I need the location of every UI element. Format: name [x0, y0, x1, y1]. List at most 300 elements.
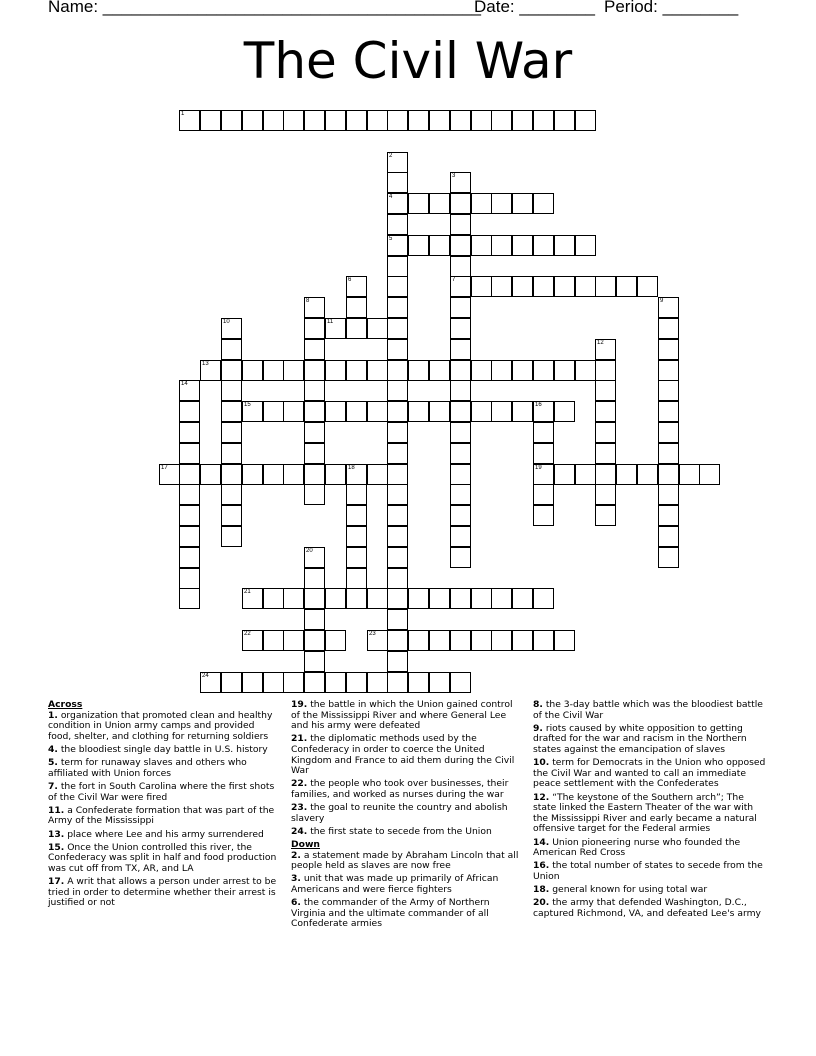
crossword-cell[interactable]: [658, 360, 679, 381]
crossword-cell[interactable]: [533, 588, 554, 609]
crossword-cell[interactable]: [304, 422, 325, 443]
crossword-cell[interactable]: [221, 443, 242, 464]
crossword-cell[interactable]: [325, 672, 346, 693]
crossword-cell[interactable]: [450, 339, 471, 360]
crossword-cell[interactable]: [325, 588, 346, 609]
clue-across: [48, 782, 280, 803]
clue-num: 17.: [48, 876, 65, 888]
crossword-cell[interactable]: [346, 547, 367, 568]
clue-number: 11: [327, 319, 334, 325]
crossword-cell[interactable]: [637, 464, 658, 485]
crossword-cell[interactable]: [242, 630, 263, 651]
crossword-cell[interactable]: [387, 588, 408, 609]
clue-across: [291, 734, 523, 776]
clue-number: 7: [452, 277, 456, 283]
crossword-cell[interactable]: [242, 401, 263, 422]
crossword-cell[interactable]: [346, 297, 367, 318]
crossword-cell[interactable]: [200, 672, 221, 693]
clue-text: the army that defended Washington, D.C., captured Richmond, VA, and defeated Lee's army: [533, 897, 761, 919]
crossword-cell[interactable]: [450, 110, 471, 131]
crossword-cell[interactable]: [304, 360, 325, 381]
crossword-cell[interactable]: [242, 672, 263, 693]
crossword-cell[interactable]: [450, 256, 471, 277]
crossword-cell[interactable]: [429, 360, 450, 381]
crossword-cell[interactable]: [450, 401, 471, 422]
crossword-cell[interactable]: [658, 339, 679, 360]
crossword-cell[interactable]: [408, 235, 429, 256]
crossword-cell[interactable]: [658, 505, 679, 526]
crossword-cell[interactable]: [221, 484, 242, 505]
clue-text: general known for using total war: [552, 884, 708, 896]
crossword-cell[interactable]: [179, 380, 200, 401]
clue-across: [48, 758, 280, 779]
crossword-cell[interactable]: [554, 110, 575, 131]
crossword-cell[interactable]: [471, 193, 492, 214]
crossword-cell[interactable]: [325, 318, 346, 339]
clue-num: 18.: [533, 884, 550, 896]
crossword-cell[interactable]: [387, 152, 408, 173]
crossword-cell[interactable]: [346, 588, 367, 609]
crossword-cell[interactable]: [471, 110, 492, 131]
crossword-cell[interactable]: [283, 672, 304, 693]
crossword-cell[interactable]: [512, 630, 533, 651]
crossword-cell[interactable]: [304, 547, 325, 568]
crossword-cell[interactable]: [304, 568, 325, 589]
crossword-cell[interactable]: [387, 672, 408, 693]
crossword-cell[interactable]: [554, 464, 575, 485]
crossword-cell[interactable]: [450, 464, 471, 485]
crossword-cell[interactable]: [263, 110, 284, 131]
crossword-cell[interactable]: [429, 672, 450, 693]
clue-number: 3: [452, 173, 456, 179]
crossword-cell[interactable]: [367, 318, 388, 339]
crossword-cell[interactable]: [533, 443, 554, 464]
crossword-cell[interactable]: [325, 401, 346, 422]
crossword-cell[interactable]: [554, 630, 575, 651]
crossword-cell[interactable]: [367, 110, 388, 131]
crossword-cell[interactable]: [304, 297, 325, 318]
crossword-cell[interactable]: [429, 110, 450, 131]
clue-down: [533, 898, 768, 919]
crossword-cell[interactable]: [554, 276, 575, 297]
crossword-cell[interactable]: [179, 110, 200, 131]
crossword-cell[interactable]: [450, 172, 471, 193]
crossword-cell[interactable]: [304, 484, 325, 505]
crossword-cell[interactable]: [658, 526, 679, 547]
crossword-cell[interactable]: [491, 588, 512, 609]
crossword-cell[interactable]: [429, 235, 450, 256]
clue-number: 6: [348, 277, 352, 283]
crossword-cell[interactable]: [408, 588, 429, 609]
crossword-cell[interactable]: [221, 422, 242, 443]
clue-text: the bloodiest single day battle in U.S. history: [60, 743, 268, 755]
crossword-cell[interactable]: [387, 422, 408, 443]
clue-num: 8.: [533, 699, 543, 710]
crossword-cell[interactable]: [533, 235, 554, 256]
crossword-cell[interactable]: [179, 484, 200, 505]
clues-column-1: [48, 700, 280, 911]
crossword-cell[interactable]: [616, 276, 637, 297]
crossword-cell[interactable]: [325, 110, 346, 131]
crossword-cell[interactable]: [304, 110, 325, 131]
crossword-cell[interactable]: [387, 401, 408, 422]
page-title: The Civil War: [243, 32, 573, 90]
crossword-cell[interactable]: [408, 110, 429, 131]
crossword-cell[interactable]: [450, 547, 471, 568]
crossword-cell[interactable]: [533, 401, 554, 422]
clue-text: A writ that allows a person under arrest to be tried in order to determine whether their arrest is justified or not: [48, 876, 277, 909]
crossword-cell[interactable]: [387, 443, 408, 464]
crossword-cell[interactable]: [554, 235, 575, 256]
clue-down: [533, 861, 768, 882]
crossword-cell[interactable]: [304, 380, 325, 401]
clue-number: 13: [202, 361, 209, 367]
crossword-cell[interactable]: [429, 630, 450, 651]
clue-down: [533, 724, 768, 756]
crossword-cell[interactable]: [595, 380, 616, 401]
crossword-cell[interactable]: [450, 193, 471, 214]
crossword-cell[interactable]: [346, 318, 367, 339]
clue-number: 1: [181, 111, 185, 117]
crossword-cell[interactable]: [575, 235, 596, 256]
crossword-cell[interactable]: [471, 276, 492, 297]
crossword-cell[interactable]: [450, 360, 471, 381]
crossword-cell[interactable]: [367, 401, 388, 422]
crossword-cell[interactable]: [533, 484, 554, 505]
crossword-cell[interactable]: [450, 588, 471, 609]
crossword-cell[interactable]: [387, 630, 408, 651]
crossword-cell[interactable]: [387, 526, 408, 547]
crossword-cell[interactable]: [471, 360, 492, 381]
crossword-cell[interactable]: [575, 110, 596, 131]
clue-text: term for runaway slaves and others who affiliated with Union forces: [48, 757, 247, 779]
crossword-cell[interactable]: [491, 360, 512, 381]
crossword-cell[interactable]: [346, 568, 367, 589]
crossword-cell[interactable]: [304, 464, 325, 485]
crossword-cell[interactable]: [637, 276, 658, 297]
crossword-cell[interactable]: [387, 360, 408, 381]
crossword-cell[interactable]: [658, 422, 679, 443]
crossword-cell[interactable]: [346, 526, 367, 547]
crossword-cell[interactable]: [387, 609, 408, 630]
crossword-cell[interactable]: [221, 360, 242, 381]
crossword-cell[interactable]: [263, 401, 284, 422]
crossword-cell[interactable]: [221, 318, 242, 339]
crossword-cell[interactable]: [304, 672, 325, 693]
crossword-cell[interactable]: [179, 547, 200, 568]
crossword-cell[interactable]: [512, 588, 533, 609]
crossword-cell[interactable]: [450, 235, 471, 256]
clue-down: [291, 851, 523, 872]
crossword-cell[interactable]: [595, 505, 616, 526]
crossword-cell[interactable]: [512, 401, 533, 422]
crossword-cell[interactable]: [408, 360, 429, 381]
clue-number: 18: [348, 465, 355, 471]
crossword-cell[interactable]: [242, 464, 263, 485]
crossword-cell[interactable]: [179, 526, 200, 547]
clue-number: 4: [389, 194, 393, 200]
crossword-cell[interactable]: [387, 318, 408, 339]
clue-text: the 3-day battle which was the bloodiest battle of the Civil War: [533, 699, 763, 721]
crossword-cell[interactable]: [387, 297, 408, 318]
crossword-cell[interactable]: [387, 547, 408, 568]
crossword-cell[interactable]: [367, 464, 388, 485]
crossword-cell[interactable]: [304, 630, 325, 651]
crossword-cell[interactable]: [159, 464, 180, 485]
clue-text: the total number of states to secede from the Union: [533, 860, 763, 882]
crossword-cell[interactable]: [450, 214, 471, 235]
crossword-cell[interactable]: [179, 568, 200, 589]
crossword-cell[interactable]: [283, 110, 304, 131]
clue-number: 24: [202, 673, 209, 679]
clue-across: [291, 803, 523, 824]
crossword-cell[interactable]: [304, 401, 325, 422]
crossword-cell[interactable]: [200, 464, 221, 485]
clue-down: [533, 758, 768, 790]
crossword-cell[interactable]: [325, 464, 346, 485]
crossword-cell[interactable]: [200, 360, 221, 381]
across-heading: Across: [48, 699, 83, 710]
clue-number: 19: [535, 465, 542, 471]
crossword-cell[interactable]: [179, 401, 200, 422]
crossword-cell[interactable]: [346, 360, 367, 381]
clue-number: 12: [597, 340, 604, 346]
crossword-cell[interactable]: [491, 630, 512, 651]
crossword-cell[interactable]: [699, 464, 720, 485]
crossword-cell[interactable]: [263, 588, 284, 609]
crossword-cell[interactable]: [512, 360, 533, 381]
crossword-cell[interactable]: [595, 360, 616, 381]
crossword-cell[interactable]: [450, 505, 471, 526]
crossword-cell[interactable]: [450, 526, 471, 547]
clue-across: [48, 830, 280, 841]
crossword-cell[interactable]: [387, 568, 408, 589]
crossword-cell[interactable]: [304, 318, 325, 339]
crossword-cell[interactable]: [263, 672, 284, 693]
clue-number: 21: [244, 589, 251, 595]
crossword-cell[interactable]: [533, 193, 554, 214]
crossword-cell[interactable]: [263, 464, 284, 485]
crossword-cell[interactable]: [450, 276, 471, 297]
crossword-cell[interactable]: [429, 401, 450, 422]
crossword-cell[interactable]: [304, 588, 325, 609]
crossword-cell[interactable]: [533, 360, 554, 381]
crossword-cell[interactable]: [387, 651, 408, 672]
crossword-cell[interactable]: [450, 672, 471, 693]
crossword-cell[interactable]: [554, 360, 575, 381]
crossword-cell[interactable]: [304, 609, 325, 630]
crossword-cell[interactable]: [595, 339, 616, 360]
crossword-cell[interactable]: [283, 360, 304, 381]
clue-text: a Confederate formation that was part of the Army of the Mississippi: [48, 804, 275, 827]
crossword-cell[interactable]: [658, 484, 679, 505]
crossword-cell[interactable]: [263, 360, 284, 381]
crossword-cell[interactable]: [491, 110, 512, 131]
crossword-cell[interactable]: [533, 422, 554, 443]
crossword-cell[interactable]: [429, 588, 450, 609]
crossword-cell[interactable]: [179, 464, 200, 485]
crossword-cell[interactable]: [533, 110, 554, 131]
crossword-cell[interactable]: [533, 630, 554, 651]
crossword-cell[interactable]: [658, 318, 679, 339]
crossword-cell[interactable]: [200, 110, 221, 131]
clue-num: 14.: [533, 836, 550, 848]
crossword-cell[interactable]: [242, 588, 263, 609]
crossword-cell[interactable]: [575, 464, 596, 485]
crossword-cell[interactable]: [491, 401, 512, 422]
crossword-cell[interactable]: [179, 443, 200, 464]
crossword-cell[interactable]: [346, 464, 367, 485]
crossword-cell[interactable]: [595, 443, 616, 464]
crossword-cell[interactable]: [491, 276, 512, 297]
crossword-cell[interactable]: [512, 193, 533, 214]
clue-num: 21.: [291, 733, 308, 745]
crossword-cell[interactable]: [387, 235, 408, 256]
crossword-cell[interactable]: [283, 401, 304, 422]
crossword-cell[interactable]: [387, 380, 408, 401]
crossword-cell[interactable]: [346, 276, 367, 297]
crossword-cell[interactable]: [595, 484, 616, 505]
crossword-cell[interactable]: [221, 526, 242, 547]
clue-num: 10.: [533, 757, 550, 769]
crossword-cell[interactable]: [575, 276, 596, 297]
crossword-cell[interactable]: [658, 464, 679, 485]
crossword-cell[interactable]: [408, 401, 429, 422]
crossword-cell[interactable]: [408, 630, 429, 651]
crossword-cell[interactable]: [450, 422, 471, 443]
crossword-cell[interactable]: [387, 110, 408, 131]
crossword-cell[interactable]: [533, 505, 554, 526]
crossword-cell[interactable]: [387, 172, 408, 193]
crossword-cell[interactable]: [221, 672, 242, 693]
crossword-cell[interactable]: [387, 484, 408, 505]
crossword-cell[interactable]: [512, 276, 533, 297]
crossword-cell[interactable]: [387, 256, 408, 277]
crossword-cell[interactable]: [242, 360, 263, 381]
crossword-cell[interactable]: [221, 110, 242, 131]
clue-num: 24.: [291, 825, 308, 837]
crossword-cell[interactable]: [408, 672, 429, 693]
crossword-cell[interactable]: [408, 193, 429, 214]
crossword-cell[interactable]: [616, 464, 637, 485]
crossword-cell[interactable]: [575, 360, 596, 381]
clue-text: place where Lee and his army surrendered: [67, 828, 264, 840]
crossword-cell[interactable]: [263, 630, 284, 651]
crossword-cell[interactable]: [595, 422, 616, 443]
crossword-cell[interactable]: [450, 318, 471, 339]
crossword-cell[interactable]: [471, 401, 492, 422]
crossword-cell[interactable]: [221, 339, 242, 360]
crossword-cell[interactable]: [450, 630, 471, 651]
crossword-cell[interactable]: [658, 380, 679, 401]
crossword-cell[interactable]: [346, 110, 367, 131]
crossword-cell[interactable]: [221, 380, 242, 401]
crossword-cell[interactable]: [283, 630, 304, 651]
crossword-cell[interactable]: [325, 360, 346, 381]
crossword-cell[interactable]: [595, 276, 616, 297]
crossword-cell[interactable]: [387, 214, 408, 235]
crossword-cell[interactable]: [658, 401, 679, 422]
crossword-cell[interactable]: [387, 193, 408, 214]
clue-number: 16: [535, 402, 542, 408]
crossword-cell[interactable]: [304, 651, 325, 672]
crossword-cell[interactable]: [429, 193, 450, 214]
crossword-cell[interactable]: [512, 110, 533, 131]
clue-number: 22: [244, 631, 251, 637]
crossword-cell[interactable]: [221, 505, 242, 526]
crossword-cell[interactable]: [533, 276, 554, 297]
crossword-cell[interactable]: [179, 505, 200, 526]
clue-text: the first state to secede from the Union: [310, 825, 492, 837]
crossword-cell[interactable]: [387, 505, 408, 526]
crossword-cell[interactable]: [491, 235, 512, 256]
crossword-cell[interactable]: [179, 588, 200, 609]
clue-num: 16.: [533, 860, 550, 872]
clue-text: term for Democrats in the Union who opposed the Civil War and wanted to call an immediate peace settlement with the Confederates: [533, 757, 766, 790]
clue-num: 5.: [48, 757, 58, 769]
crossword-cell[interactable]: [367, 360, 388, 381]
crossword-cell[interactable]: [595, 464, 616, 485]
clue-num: 23.: [291, 802, 308, 814]
crossword-cell[interactable]: [471, 588, 492, 609]
crossword-cell[interactable]: [679, 464, 700, 485]
crossword-cell[interactable]: [346, 672, 367, 693]
name-field-label: Name: ________________________________________: [48, 0, 481, 16]
clue-list: [291, 851, 523, 930]
clue-across: [48, 806, 280, 827]
crossword-cell[interactable]: [450, 297, 471, 318]
crossword-cell[interactable]: [346, 505, 367, 526]
clue-down: [291, 898, 523, 930]
crossword-cell[interactable]: [658, 297, 679, 318]
crossword-cell[interactable]: [367, 588, 388, 609]
crossword-cell[interactable]: [533, 464, 554, 485]
crossword-cell[interactable]: [387, 464, 408, 485]
crossword-cell[interactable]: [283, 464, 304, 485]
crossword-cell[interactable]: [283, 588, 304, 609]
crossword-cell[interactable]: [346, 401, 367, 422]
crossword-cell[interactable]: [450, 443, 471, 464]
crossword-cell[interactable]: [387, 276, 408, 297]
crossword-cell[interactable]: [595, 401, 616, 422]
crossword-cell[interactable]: [450, 484, 471, 505]
crossword-cell[interactable]: [221, 464, 242, 485]
crossword-cell[interactable]: [179, 422, 200, 443]
crossword-cell[interactable]: [512, 235, 533, 256]
crossword-cell[interactable]: [387, 339, 408, 360]
crossword-cell[interactable]: [346, 484, 367, 505]
crossword-cell[interactable]: [658, 443, 679, 464]
crossword-cell[interactable]: [304, 443, 325, 464]
crossword-cell[interactable]: [325, 630, 346, 651]
clue-text: the fort in South Carolina where the first shots of the Civil War were fired: [48, 780, 275, 803]
crossword-cell[interactable]: [367, 672, 388, 693]
crossword-cell[interactable]: [450, 380, 471, 401]
clue-num: 9.: [533, 722, 543, 734]
crossword-cell[interactable]: [491, 193, 512, 214]
clue-list: [291, 700, 523, 838]
crossword-cell[interactable]: [471, 235, 492, 256]
crossword-cell[interactable]: [242, 110, 263, 131]
crossword-cell[interactable]: [304, 339, 325, 360]
crossword-cell[interactable]: [471, 630, 492, 651]
crossword-cell[interactable]: [221, 401, 242, 422]
crossword-cell[interactable]: [554, 401, 575, 422]
crossword-cell[interactable]: [367, 630, 388, 651]
crossword-cell[interactable]: [658, 547, 679, 568]
clue-down: [533, 793, 768, 835]
clue-num: 1.: [48, 709, 58, 721]
